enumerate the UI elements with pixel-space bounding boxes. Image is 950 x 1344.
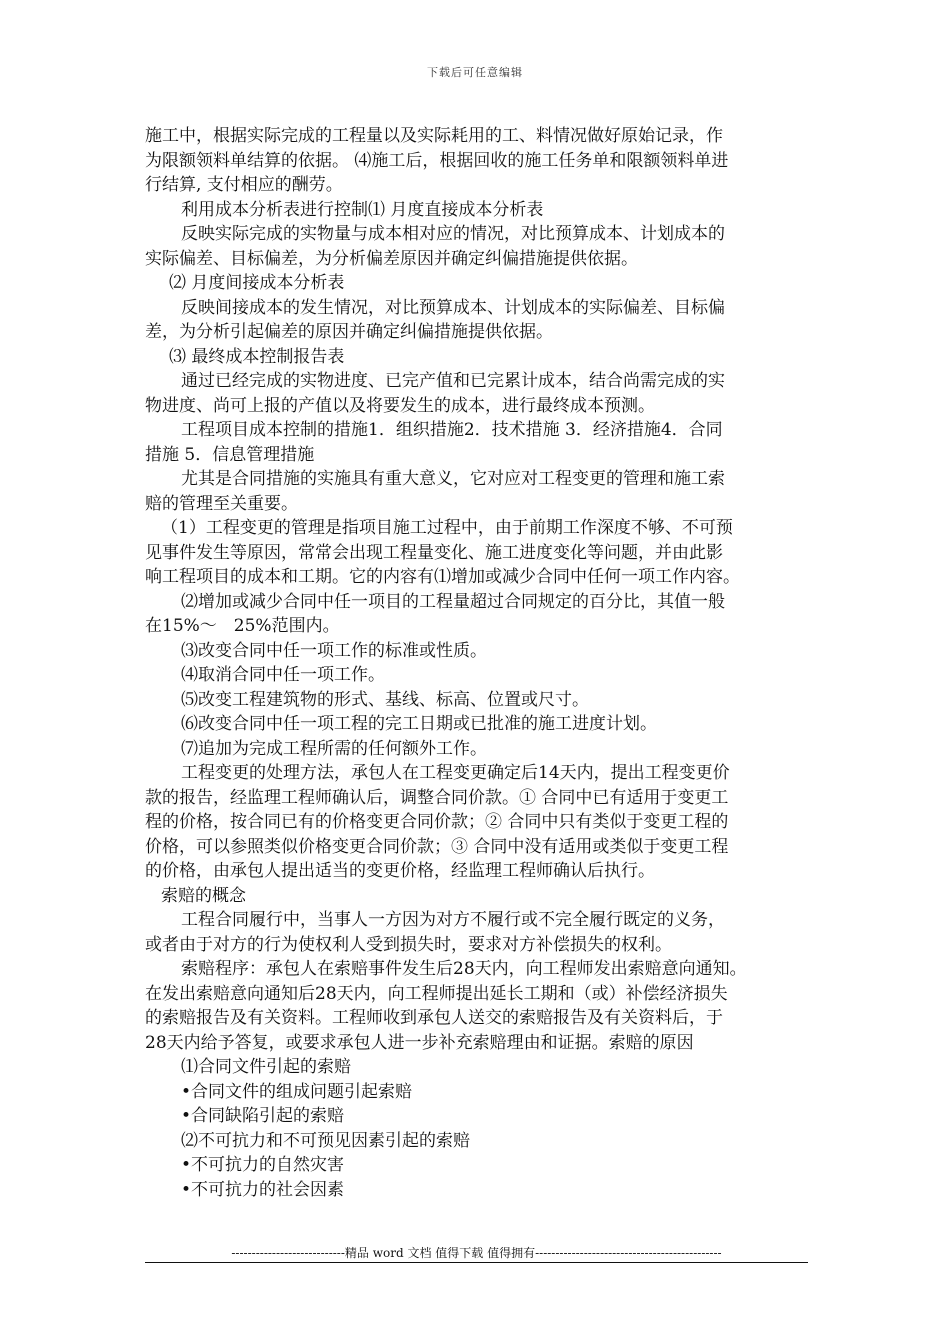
text-line: 行结算, 支付相应的酬劳。 xyxy=(145,175,343,195)
text-line: ⑵ 月度间接成本分析表 xyxy=(169,273,345,293)
text-line: 的价格，由承包人提出适当的变更价格，经监理工程师确认后执行。 xyxy=(145,861,655,881)
text-line: 程的价格，按合同已有的价格变更合同价款；② 合同中只有类似于变更工程的 xyxy=(145,812,729,832)
text-line: 价格，可以参照类似价格变更合同价款；③ 合同中没有适用或类似于变更工程 xyxy=(145,836,729,857)
text-line: 措施 5．信息管理措施 xyxy=(145,444,315,465)
text-line: 通过已经完成的实物进度、已完产值和已完累计成本，结合尚需完成的实 xyxy=(181,371,725,391)
text-line: 施工中，根据实际完成的工程量以及实际耗用的工、料情况做好原始记录，作 xyxy=(145,126,723,146)
text-line: 差，为分析引起偏差的原因并确定纠偏措施提供依据。 xyxy=(145,322,553,342)
text-line: ⑸改变工程建筑物的形式、基线、标高、位置或尺寸。 xyxy=(181,689,589,710)
list-item: •不可抗力的社会因素 xyxy=(181,1179,345,1200)
text-line: 在15%～ 25%范围内。 xyxy=(145,616,340,636)
list-item: •合同缺陷引起的索赔 xyxy=(181,1106,345,1126)
page-footer: ----------------------------精品 word 文档 值得下载 值得拥有---------------------------------------------- xyxy=(231,1246,722,1260)
text-line: 利用成本分析表进行控制⑴ 月度直接成本分析表 xyxy=(181,199,544,220)
list-item: •不可抗力的自然灾害 xyxy=(181,1155,345,1175)
text-line: ⑵增加或减少合同中任一项目的工程量超过合同规定的百分比，其值一般 xyxy=(181,591,725,612)
text-line: ⑶ 最终成本控制报告表 xyxy=(169,346,345,367)
text-line: ⑷取消合同中任一项工作。 xyxy=(181,665,385,685)
text-line: 赔的管理至关重要。 xyxy=(145,493,298,514)
list-item: •合同文件的组成问题引起索赔 xyxy=(181,1081,413,1102)
text-line: 尤其是合同措施的实施具有重大意义，它对应对工程变更的管理和施工索 xyxy=(181,469,725,489)
text-line: 工程项目成本控制的措施1．组织措施2．技术措施 3．经济措施4．合同 xyxy=(181,420,723,440)
text-line: ⑵不可抗力和不可预见因素引起的索赔 xyxy=(181,1130,470,1151)
text-line: 工程合同履行中，当事人一方因为对方不履行或不完全履行既定的义务， xyxy=(181,910,725,930)
text-line: 为限额领料单结算的依据。 ⑷施工后，根据回收的施工任务单和限额领料单进 xyxy=(145,150,729,171)
page-header: 下载后可任意编辑 xyxy=(427,66,523,79)
text-line: 款的报告，经监理工程师确认后，调整合同价款。① 合同中已有适用于变更工 xyxy=(145,787,729,808)
text-line: 物进度、尚可上报的产值以及将要发生的成本，进行最终成本预测。 xyxy=(145,395,655,416)
text-line: ⑶改变合同中任一项工作的标准或性质。 xyxy=(181,640,487,661)
text-line: 索赔的概念 xyxy=(161,885,246,906)
text-line: 的索赔报告及有关资料。工程师收到承包人送交的索赔报告及有关资料后，于 xyxy=(145,1008,723,1028)
footer-rule xyxy=(145,1262,808,1263)
text-line: 反映实际完成的实物量与成本相对应的情况，对比预算成本、计划成本的 xyxy=(181,224,725,244)
text-line: 索赔程序：承包人在索赔事件发生后28天内，向工程师发出索赔意向通知。 xyxy=(181,959,747,979)
text-line: 实际偏差、目标偏差，为分析偏差原因并确定纠偏措施提供依据。 xyxy=(145,248,638,269)
text-line: ⑹改变合同中任一项工程的完工日期或已批准的施工进度计划。 xyxy=(181,714,657,734)
text-line: 见事件发生等原因，常常会出现工程量变化、施工进度变化等问题，并由此影 xyxy=(145,542,723,563)
text-line: 或者由于对方的行为使权利人受到损失时，要求对方补偿损失的权利。 xyxy=(145,934,672,955)
text-line: 28天内给予答复，或要求承包人进一步补充索赔理由和证据。索赔的原因 xyxy=(145,1032,694,1053)
document-body xyxy=(145,124,810,1202)
text-line: 工程变更的处理方法，承包人在工程变更确定后14天内，提出工程变更价 xyxy=(181,763,730,783)
text-line: 响工程项目的成本和工期。它的内容有⑴增加或减少合同中任何一项工作内容。 xyxy=(145,567,740,587)
text-line: ⑴合同文件引起的索赔 xyxy=(181,1057,351,1077)
text-line: （1）工程变更的管理是指项目施工过程中，由于前期工作深度不够、不可预 xyxy=(161,518,733,538)
text-line: 反映间接成本的发生情况，对比预算成本、计划成本的实际偏差、目标偏 xyxy=(181,297,725,318)
text-line: 在发出索赔意向通知后28天内，向工程师提出延长工期和（或）补偿经济损失 xyxy=(145,983,728,1004)
text-line: ⑺追加为完成工程所需的任何额外工作。 xyxy=(181,738,487,759)
